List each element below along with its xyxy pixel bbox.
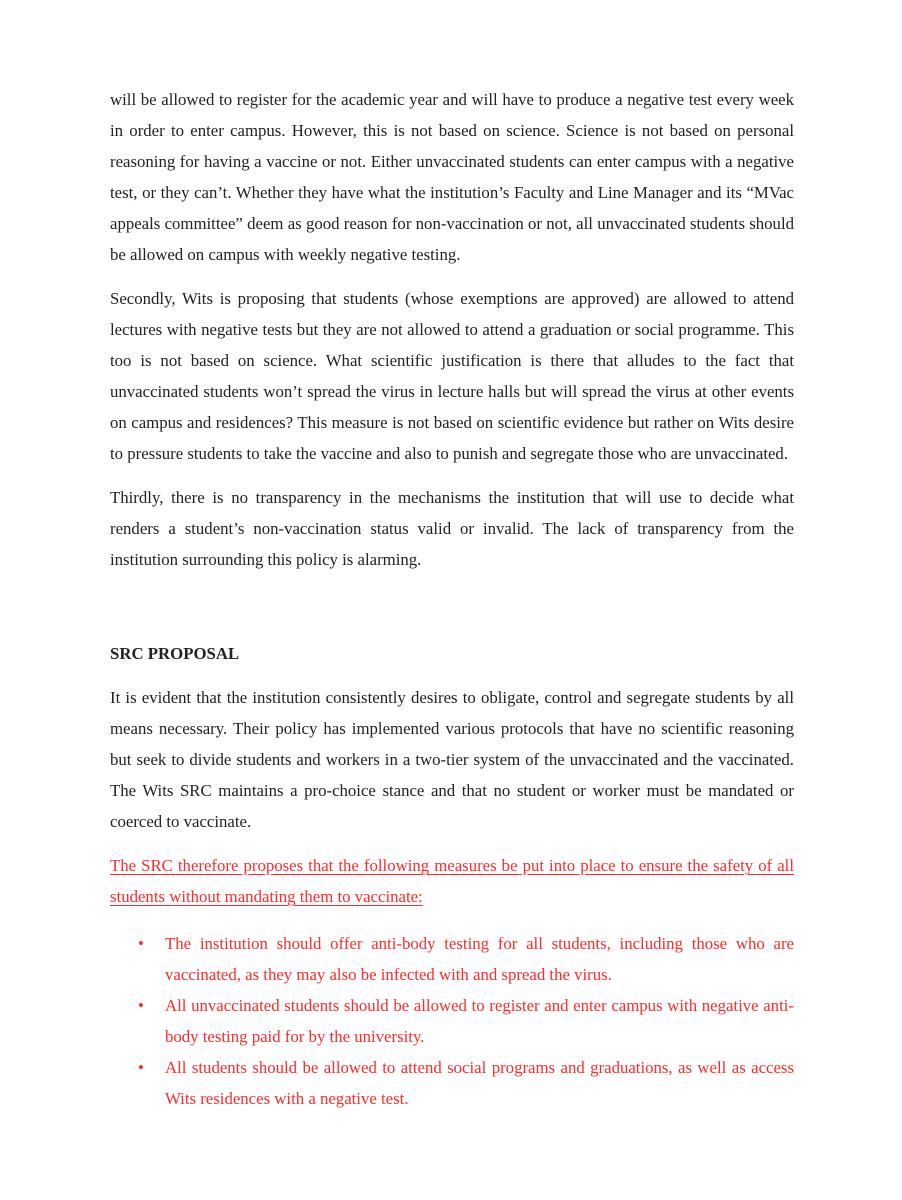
paragraph-src-proposal: It is evident that the institution consistently desires to obligate, control and segregate students by all means necessary. Their policy has implemented various protocols that have no scientific reasoning but seek to divide students and workers in a two-tier system of the unvaccinated and the vaccinated. The Wits SRC maintains a pro-choice stance and that no student or worker must be mandated or coerced to vaccinate.	[110, 688, 794, 831]
paragraph-registration: will be allowed to register for the academic year and will have to produce a negative test every week in order to enter campus. However, this is not based on science. Science is not based on personal reasoning for having a vaccine or not. Either unvaccinated students can enter campus with a negative test, or they can’t. Whether they have what the institution’s Faculty and Line Manager and its “MVac appeals committee” deem as good reason for non-vaccination or not, all unvaccinated students should be allowed on campus with weekly negative testing.	[110, 90, 794, 264]
list-item	[138, 928, 794, 990]
measure-text: All unvaccinated students should be allowed to register and enter campus with negative anti-body testing paid for by the university.	[165, 996, 794, 1046]
bullet-icon: •	[138, 996, 144, 1015]
list-item	[138, 990, 794, 1052]
paragraph-thirdly: Thirdly, there is no transparency in the mechanisms the institution that will use to decide what renders a student’s non-vaccination status valid or invalid. The lack of transparency from the institution surrounding this policy is alarming.	[110, 488, 794, 569]
measure-text: The institution should offer anti-body testing for all students, including those who are vaccinated, as they may also be infected with and spread the virus.	[165, 934, 794, 984]
proposal-intro: The SRC therefore proposes that the following measures be put into place to ensure the safety of all students without mandating them to vaccinate:	[110, 856, 794, 906]
measure-text: All students should be allowed to attend social programs and graduations, as well as access Wits residences with a negative test.	[165, 1058, 794, 1108]
document-page	[110, 84, 794, 1114]
section-heading: SRC PROPOSAL	[110, 644, 240, 663]
bullet-icon: •	[138, 1058, 144, 1077]
bullet-icon: •	[138, 934, 144, 953]
list-item	[138, 1052, 794, 1114]
section-spacer	[110, 588, 794, 638]
measures-list	[110, 928, 794, 1114]
paragraph-secondly: Secondly, Wits is proposing that students (whose exemptions are approved) are allowed to attend lectures with negative tests but they are not allowed to attend a graduation or social programme. This too is not based on science. What scientific justification is there that alludes to the fact that unvaccinated students won’t spread the virus in lecture halls but will spread the virus at other events on campus and residences? This measure is not based on scientific evidence but rather on Wits desire to pressure students to take the vaccine and also to punish and segregate those who are unvaccinated.	[110, 289, 794, 463]
